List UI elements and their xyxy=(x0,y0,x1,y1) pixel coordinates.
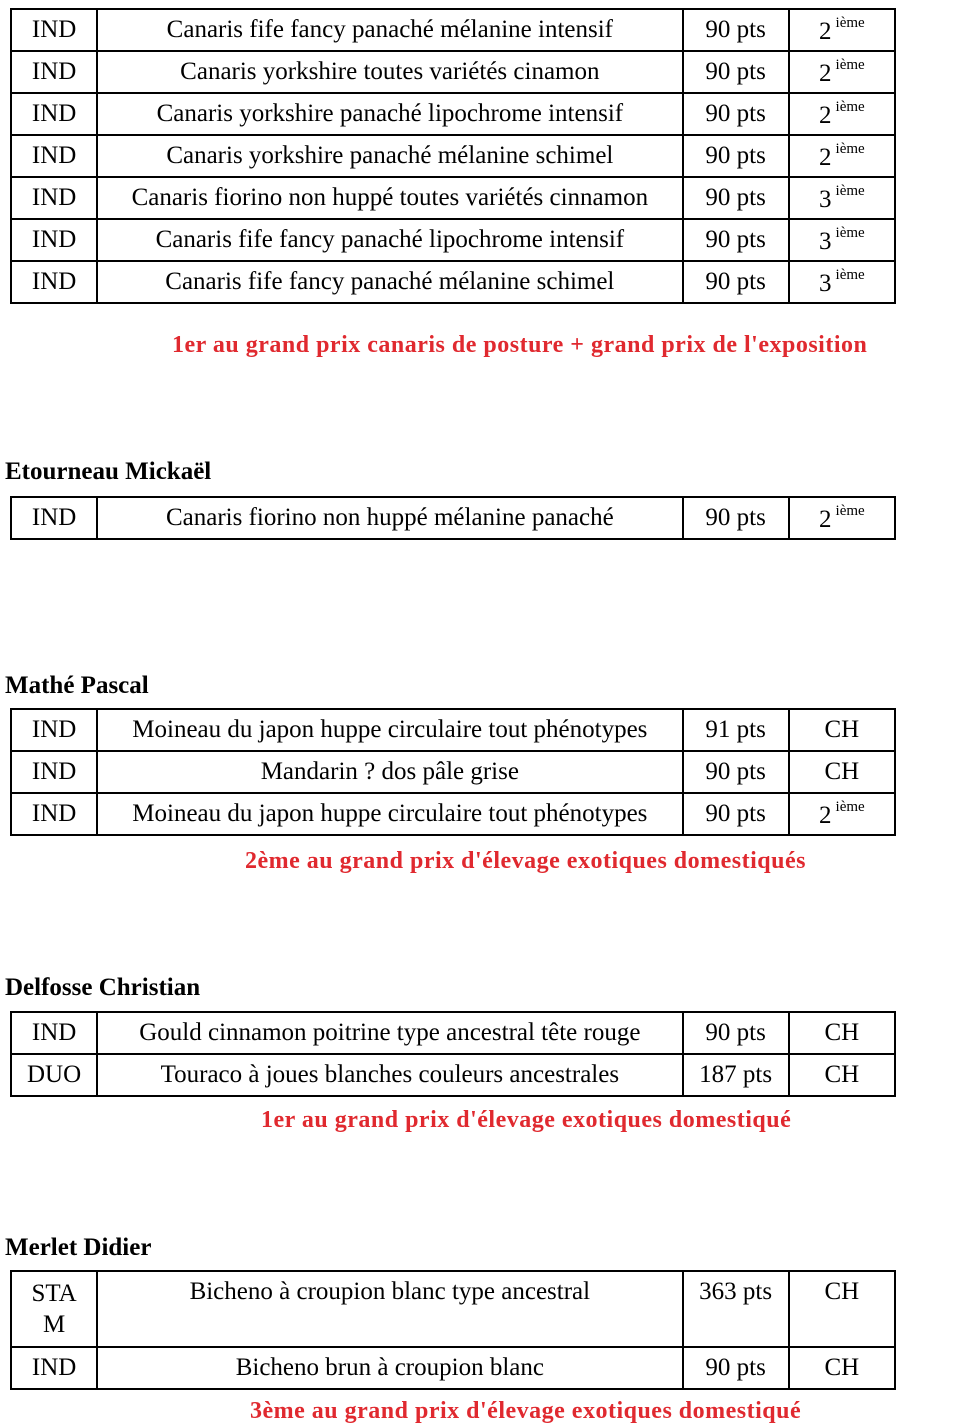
rank-suffix: ième xyxy=(835,56,865,73)
results-table-3 xyxy=(10,708,896,836)
rank-number: 2 xyxy=(819,101,832,129)
table-row xyxy=(11,709,895,751)
rank-cell: CH xyxy=(789,1054,895,1096)
points-cell: 90 pts xyxy=(683,51,789,93)
results-table-1 xyxy=(10,8,896,304)
table-row xyxy=(11,219,895,261)
table-row xyxy=(11,51,895,93)
rank-suffix: ième xyxy=(835,98,865,115)
points-cell: 90 pts xyxy=(683,497,789,539)
rank-cell: CH xyxy=(789,1012,895,1054)
category-cell: IND xyxy=(11,1347,97,1389)
table-row xyxy=(11,751,895,793)
award-note: 1er au grand prix canaris de posture + grand prix de l'exposition xyxy=(172,332,868,358)
rank-cell xyxy=(789,9,895,51)
table-row xyxy=(11,1054,895,1096)
rank-suffix: ième xyxy=(835,140,865,157)
rank-cell xyxy=(789,93,895,135)
rank-suffix: ième xyxy=(835,798,865,815)
description-cell: Canaris fife fancy panaché mélanine intensif xyxy=(97,9,682,51)
rank-cell xyxy=(789,177,895,219)
points-cell: 90 pts xyxy=(683,219,789,261)
category-cell: IND xyxy=(11,93,97,135)
category-cell: IND xyxy=(11,497,97,539)
table-row xyxy=(11,261,895,303)
rank-cell: CH xyxy=(789,709,895,751)
table-row xyxy=(11,177,895,219)
category-line-2: M xyxy=(42,1311,66,1339)
description-cell: Touraco à joues blanches couleurs ancestrales xyxy=(97,1054,682,1096)
category-cell: IND xyxy=(11,51,97,93)
breeder-name: Merlet Didier xyxy=(5,1234,152,1261)
rank-cell xyxy=(789,793,895,835)
breeder-name: Etourneau Mickaël xyxy=(5,458,212,485)
table-row xyxy=(11,1271,895,1347)
description-cell: Canaris yorkshire panaché mélanine schimel xyxy=(97,135,682,177)
rank-suffix: ième xyxy=(835,266,865,283)
points-cell: 90 pts xyxy=(683,1347,789,1389)
rank-number: 3 xyxy=(819,269,832,297)
category-cell xyxy=(11,1271,97,1347)
points-cell: 90 pts xyxy=(683,1012,789,1054)
results-table-2 xyxy=(10,496,896,540)
category-cell: IND xyxy=(11,751,97,793)
table-row xyxy=(11,93,895,135)
description-cell: Canaris yorkshire toutes variétés cinamon xyxy=(97,51,682,93)
description-cell: Canaris yorkshire panaché lipochrome intensif xyxy=(97,93,682,135)
award-note: 1er au grand prix d'élevage exotiques domestiqué xyxy=(261,1107,792,1133)
rank-number: 2 xyxy=(819,59,832,87)
award-note: 2ème au grand prix d'élevage exotiques domestiqués xyxy=(245,848,806,874)
table-row xyxy=(11,1012,895,1054)
rank-number: 3 xyxy=(819,227,832,255)
rank-cell: CH xyxy=(789,751,895,793)
description-cell: Canaris fife fancy panaché lipochrome intensif xyxy=(97,219,682,261)
points-cell: 90 pts xyxy=(683,751,789,793)
category-cell: IND xyxy=(11,1012,97,1054)
description-cell: Bicheno à croupion blanc type ancestral xyxy=(97,1271,682,1347)
category-cell: IND xyxy=(11,177,97,219)
points-cell: 90 pts xyxy=(683,9,789,51)
rank-number: 2 xyxy=(819,505,832,533)
rank-cell: CH xyxy=(789,1271,895,1347)
category-cell: IND xyxy=(11,709,97,751)
description-cell: Mandarin ? dos pâle grise xyxy=(97,751,682,793)
description-cell: Canaris fife fancy panaché mélanine schimel xyxy=(97,261,682,303)
category-cell: IND xyxy=(11,219,97,261)
rank-suffix: ième xyxy=(835,182,865,199)
category-cell: IND xyxy=(11,793,97,835)
award-note: 3ème au grand prix d'élevage exotiques domestiqué xyxy=(250,1398,802,1424)
rank-number: 2 xyxy=(819,17,832,45)
table-row xyxy=(11,793,895,835)
points-cell: 90 pts xyxy=(683,261,789,303)
category-cell: IND xyxy=(11,261,97,303)
category-cell: DUO xyxy=(11,1054,97,1096)
rank-suffix: ième xyxy=(835,224,865,241)
table-row xyxy=(11,9,895,51)
category-cell: IND xyxy=(11,9,97,51)
category-line-1: STA xyxy=(31,1280,77,1307)
rank-number: 3 xyxy=(819,185,832,213)
rank-suffix: ième xyxy=(835,502,865,519)
rank-cell xyxy=(789,219,895,261)
table-row xyxy=(11,1347,895,1389)
rank-suffix: ième xyxy=(835,14,865,31)
points-cell: 363 pts xyxy=(683,1271,789,1347)
table-row xyxy=(11,497,895,539)
breeder-name: Delfosse Christian xyxy=(5,974,201,1001)
points-cell: 187 pts xyxy=(683,1054,789,1096)
table-row xyxy=(11,135,895,177)
description-cell: Gould cinnamon poitrine type ancestral tête rouge xyxy=(97,1012,682,1054)
description-cell: Canaris fiorino non huppé toutes variétés cinnamon xyxy=(97,177,682,219)
description-cell: Moineau du japon huppe circulaire tout phénotypes xyxy=(97,793,682,835)
rank-cell xyxy=(789,261,895,303)
results-table-4 xyxy=(10,1011,896,1097)
points-cell: 90 pts xyxy=(683,135,789,177)
points-cell: 91 pts xyxy=(683,709,789,751)
description-cell: Canaris fiorino non huppé mélanine panaché xyxy=(97,497,682,539)
rank-cell xyxy=(789,497,895,539)
category-cell: IND xyxy=(11,135,97,177)
rank-cell xyxy=(789,51,895,93)
points-cell: 90 pts xyxy=(683,93,789,135)
points-cell: 90 pts xyxy=(683,177,789,219)
rank-number: 2 xyxy=(819,143,832,171)
description-cell: Moineau du japon huppe circulaire tout phénotypes xyxy=(97,709,682,751)
rank-cell xyxy=(789,135,895,177)
points-cell: 90 pts xyxy=(683,793,789,835)
breeder-name: Mathé Pascal xyxy=(5,672,149,699)
results-table-5 xyxy=(10,1270,896,1390)
rank-number: 2 xyxy=(819,801,832,829)
rank-cell: CH xyxy=(789,1347,895,1389)
description-cell: Bicheno brun à croupion blanc xyxy=(97,1347,682,1389)
